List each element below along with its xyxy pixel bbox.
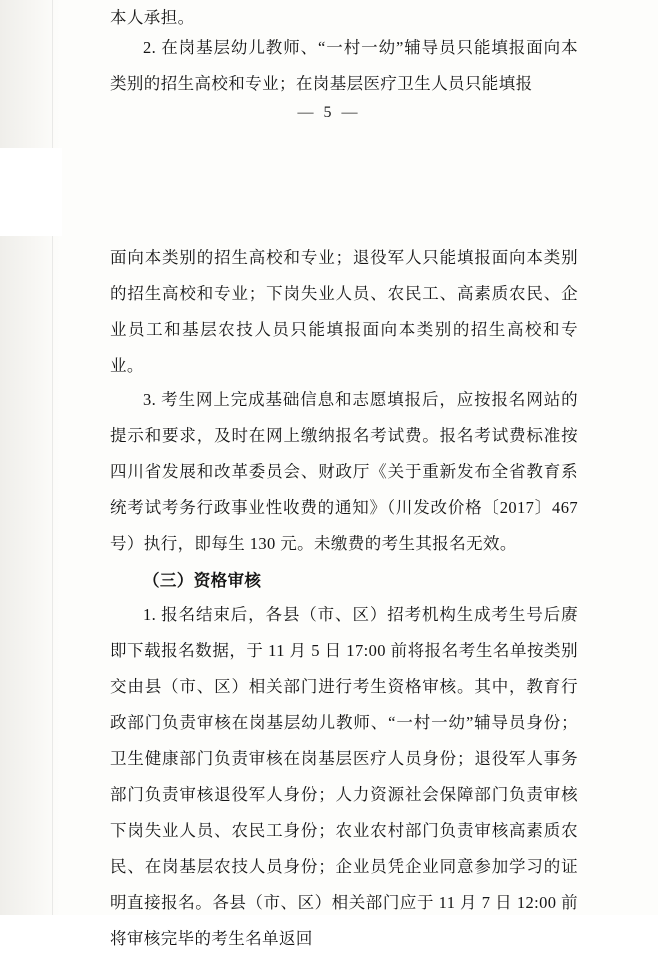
page-number: — 5 — — [297, 104, 361, 121]
previous-page-item-2: 2. 在岗基层幼儿教师、“一村一幼”辅导员只能填报面向本类别的招生高校和专业；在岗基层医疗卫生人员只能填报 — [110, 38, 578, 93]
section-heading-qualification-review: （三）资格审核 — [143, 571, 262, 590]
previous-page-tail-line: 本人承担。 — [110, 8, 195, 27]
paragraph-exam-fee: 3. 考生网上完成基础信息和志愿填报后，应按报名网站的提示和要求，及时在网上缴纳报名考试费。报名考试费标准按四川省发展和改革委员会、财政厅《关于重新发布全省教育系统考试考务行政事业性收费的通知》（川发改价格〔2017〕467 号）执行，即每生 130 元。未缴费的考生其报名无效。 — [110, 390, 578, 553]
paragraph-major-restrictions: 面向本类别的招生高校和专业；退役军人只能填报面向本类别的招生高校和专业；下岗失业人员、农民工、高素质农民、企业员工和基层农技人员只能填报面向本类别的招生高校和专业。 — [110, 248, 578, 375]
paragraph-qualification-review-process: 1. 报名结束后，各县（市、区）招考机构生成考生号后赓即下载报名数据，于 11 月 5 日 17:00 前将报名考生名单按类别交由县（市、区）相关部门进行考生资格审核。其中，教育行政部门负责审核在岗基层幼儿教师、“一村一幼”辅导员身份；卫生健康部门负责审核在岗基层医疗人员身份；退役军人事务部门负责审核退役军人身份；人力资源社会保障部门负责审核下岗失业人员、农民工身份；农业农村部门负责审核高素质农民、在岗基层农技人员身份；企业员凭企业同意参加学习的证明直接报名。各县（市、区）相关部门应于 11 月 7 日 12:00 前将审核完毕的考生名单返回 — [110, 605, 578, 948]
